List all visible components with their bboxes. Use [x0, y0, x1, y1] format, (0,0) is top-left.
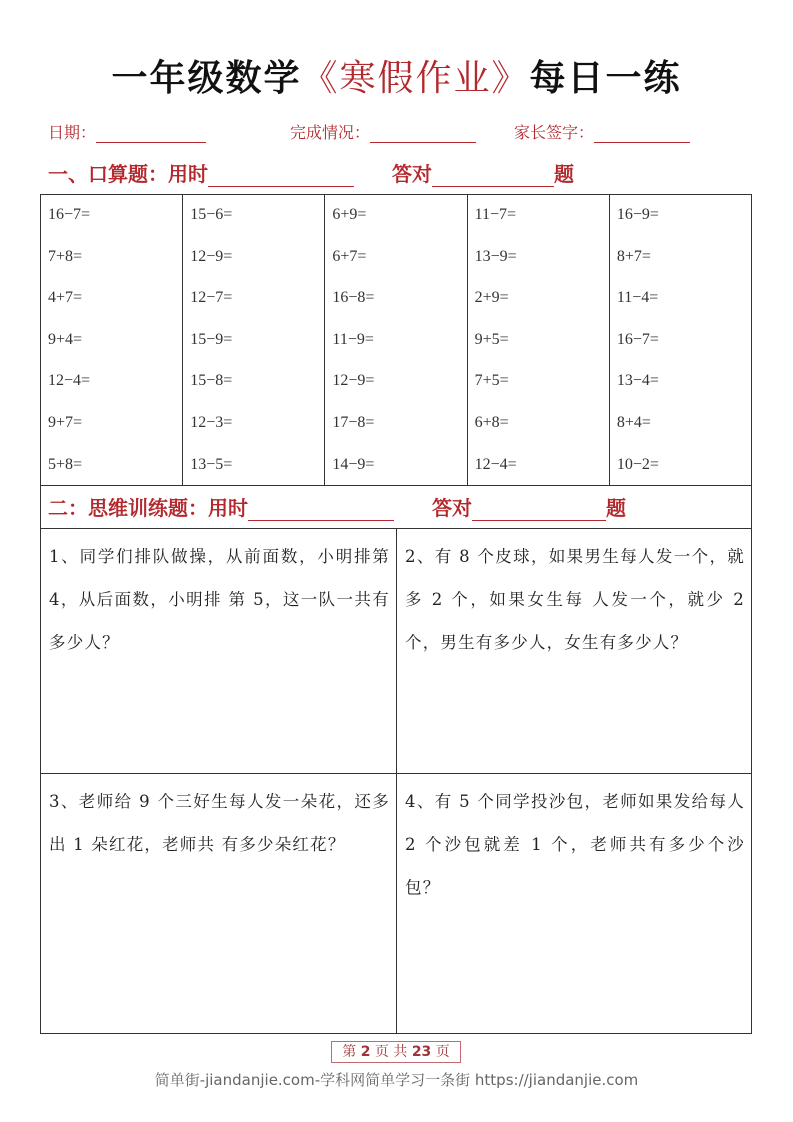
- math-item: 13−5=: [190, 455, 233, 473]
- section2-correct-label: 答对: [432, 496, 472, 520]
- math-column: [41, 195, 183, 485]
- section2-correct-blank[interactable]: [472, 498, 606, 521]
- word-problem-3: 3、老师给 9 个三好生每人发一朵花，还多出 1 朵红花，老师共 有多少朵红花？: [41, 774, 397, 1033]
- pager-prefix: 第: [342, 1044, 357, 1060]
- math-item: 16−8=: [332, 289, 375, 307]
- math-item: 2+9=: [474, 289, 509, 307]
- section2-time-blank[interactable]: [248, 498, 394, 521]
- word-problem-4: 4、有 5 个同学投沙包，老师如果发给每人 2 个沙包就差 1 个，老师共有多少个沙包？: [405, 792, 745, 897]
- math-item: 9+7=: [48, 413, 83, 431]
- math-item: 17−8=: [332, 413, 375, 431]
- parent-sign-blank[interactable]: [594, 124, 690, 143]
- section1-correct-blank[interactable]: [432, 164, 554, 187]
- math-item: 9+4=: [48, 330, 83, 348]
- math-item: 6+9=: [332, 206, 367, 223]
- info-row: [48, 120, 748, 144]
- footer-watermark: 简单街-jiandanjie.com-学科网简单学习一条街 https://jiandanjie.com: [154, 1071, 639, 1089]
- math-item: 11−9=: [332, 330, 374, 348]
- section1-unit: 题: [554, 162, 574, 186]
- pager-total: 23: [411, 1044, 432, 1060]
- math-item: 6+7=: [332, 247, 367, 265]
- pager-middle: 页 共: [374, 1044, 408, 1060]
- mental-math-grid: [41, 195, 751, 486]
- date-label: 日期：: [48, 123, 97, 142]
- math-item: 16−7=: [616, 330, 659, 348]
- math-column: [183, 195, 325, 485]
- math-item: 15−9=: [190, 330, 233, 348]
- word-problem-2: 2、有 8 个皮球，如果男生每人发一个，就多 2 个，如果女生每 人发一个，就少 2 个，男生有多少人，女生有多少人？: [397, 529, 751, 774]
- math-item: 13−4=: [616, 372, 659, 390]
- math-item: 9+5=: [474, 330, 509, 348]
- math-item: 11−7=: [474, 206, 517, 223]
- math-item: 12−4=: [48, 372, 91, 390]
- section1-heading: [48, 158, 574, 187]
- math-item: 14−9=: [332, 455, 375, 473]
- math-item: 11−4=: [616, 289, 659, 307]
- math-item: 16−7=: [48, 206, 91, 223]
- math-item: 8+4=: [616, 413, 651, 431]
- completion-blank[interactable]: [370, 124, 476, 143]
- page-indicator: [331, 1041, 461, 1063]
- math-item: 12−3=: [190, 413, 233, 431]
- math-item: 4+7=: [48, 289, 83, 307]
- completion-field: [290, 120, 476, 143]
- math-item: 12−4=: [474, 455, 517, 473]
- word-problems-grid: [41, 529, 751, 1033]
- math-column: [325, 195, 467, 485]
- title-prefix: 一年级数学: [111, 57, 302, 99]
- math-column: [610, 195, 751, 485]
- section1-title: 一、口算题：用时: [48, 162, 208, 186]
- math-item: 12−9=: [332, 372, 375, 390]
- parent-sign-label: 家长签字：: [514, 123, 595, 142]
- math-column: [468, 195, 610, 485]
- math-item: 15−6=: [190, 206, 233, 223]
- math-item: 16−9=: [616, 206, 659, 223]
- pager-current: 2: [360, 1044, 371, 1060]
- section2-unit: 题: [606, 496, 626, 520]
- math-item: 7+5=: [474, 372, 509, 390]
- parent-sign-field: [514, 120, 690, 143]
- math-item: 7+8=: [48, 247, 83, 265]
- section1-time-blank[interactable]: [208, 164, 354, 187]
- title-suffix: 每日一练: [529, 57, 682, 99]
- section1-correct-label: 答对: [392, 162, 432, 186]
- section2-title: 二：思维训练题：用时: [48, 496, 248, 520]
- math-item: 12−9=: [190, 247, 233, 265]
- pager-suffix: 页: [435, 1044, 450, 1060]
- math-item: 10−2=: [616, 455, 659, 473]
- completion-label: 完成情况：: [290, 123, 371, 142]
- math-item: 12−7=: [190, 289, 233, 307]
- math-item: 6+8=: [474, 413, 509, 431]
- math-item: 5+8=: [48, 455, 83, 473]
- word-problem-1: 1、同学们排队做操，从前面数，小明排第 4，从后面数，小明排 第 5，这一队一共有多少人？: [41, 529, 397, 774]
- worksheet-table: [40, 194, 752, 1034]
- title-highlight: 《寒假作业》: [301, 58, 530, 99]
- page-title: [0, 52, 793, 105]
- math-item: 13−9=: [474, 247, 517, 265]
- math-item: 8+7=: [616, 247, 651, 265]
- section2-heading: [41, 486, 751, 529]
- date-field: [48, 120, 206, 143]
- date-blank[interactable]: [96, 124, 206, 143]
- math-item: 15−8=: [190, 372, 233, 390]
